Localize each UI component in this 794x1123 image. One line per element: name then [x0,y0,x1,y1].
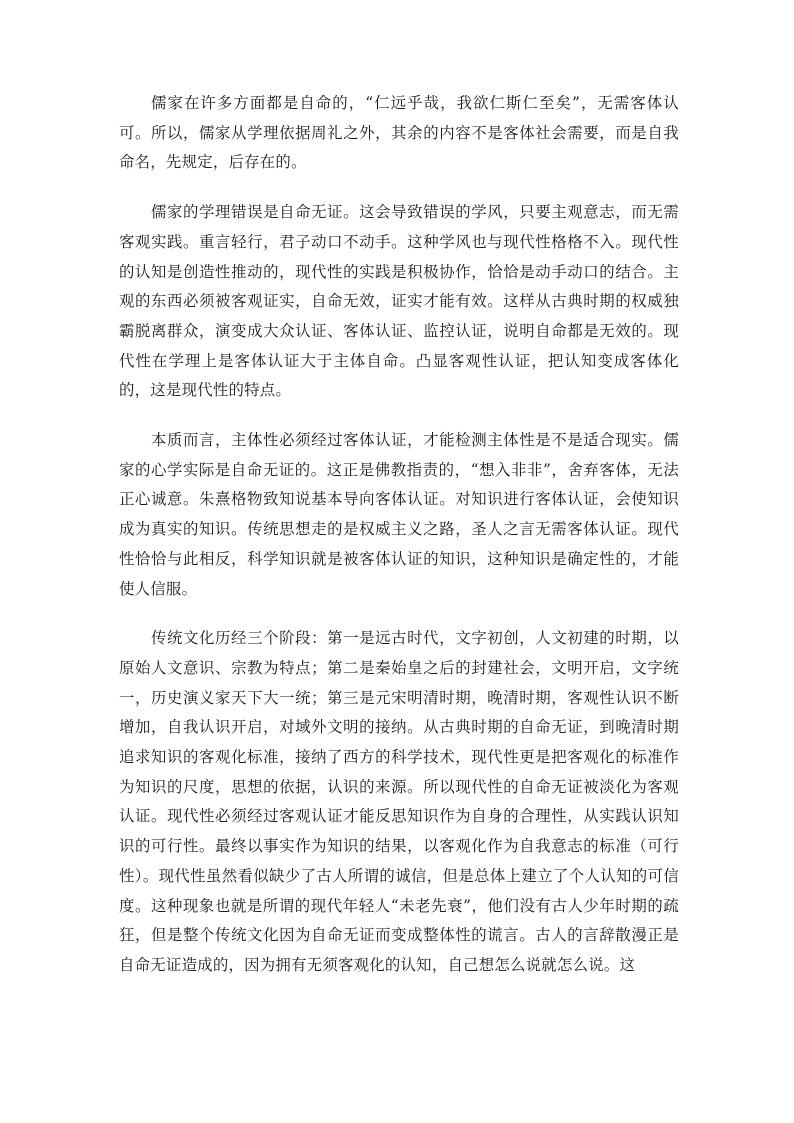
paragraph-3: 本质而言，主体性必须经过客体认证，才能检测主体性是不是适合现实。儒家的心学实际是自命无证的。这正是佛教指责的，“想入非非”，舍弃客体，无法正心诚意。朱熹格物致知说基本导向客体认证。对知识进行客体认证，会使知识成为真实的知识。传统思想走的是权威主义之路，圣人之言无需客体认证。现代性恰恰与此相反，科学知识就是被客体认证的知识，这种知识是确定性的，才能使人信服。 [119,431,679,598]
document-body [119,89,679,981]
paragraph-4: 传统文化历经三个阶段：第一是远古时代，文字初创，人文初建的时期，以原始人文意识、宗教为特点；第二是秦始皇之后的封建社会，文明开启，文字统一，历史演义家天下大一统；第三是元宋明清时期，晚清时期，客观性认识不断增加，自我认识开启，对域外文明的接纳。从古典时期的自命无证，到晚清时期追求知识的客观化标准，接纳了西方的科学技术，现代性更是把客观化的标准作为知识的尺度，思想的依据，认识的来源。所以现代性的自命无证被淡化为客观认证。现代性必须经过客观认证才能反思知识作为自身的合理性，从实践认识知识的可行性。最终以事实作为知识的结果，以客观化作为自我意志的标准（可行性）。现代性虽然看似缺少了古人所谓的诚信，但是总体上建立了个人认知的可信度。这种现象也就是所谓的现代年轻人“未老先衰”，他们没有古人少年时期的疏狂，但是整个传统文化因为自命无证而变成整体性的谎言。古人的言辞散漫正是自命无证造成的，因为拥有无须客观化的认知，自己想怎么说就怎么说。这 [119,629,679,974]
paragraph-1: 儒家在许多方面都是自命的，“仁远乎哉，我欲仁斯仁至矣”，无需客体认可。所以，儒家从学理依据周礼之外，其余的内容不是客体社会需要，而是自我命名，先规定，后存在的。 [119,94,679,172]
paragraph-2: 儒家的学理错误是自命无证。这会导致错误的学风，只要主观意志，而无需客观实践。重言轻行，君子动口不动手。这种学风也与现代性格格不入。现代性的认知是创造性推动的，现代性的实践是积极协作，恰恰是动手动口的结合。主观的东西必须被客观证实，自命无效，证实才能有效。这样从古典时期的权威独霸脱离群众，演变成大众认证、客体认证、监控认证，说明自命都是无效的。现代性在学理上是客体认证大于主体自命。凸显客观性认证，把认知变成客体化的，这是现代性的特点。 [119,203,679,400]
